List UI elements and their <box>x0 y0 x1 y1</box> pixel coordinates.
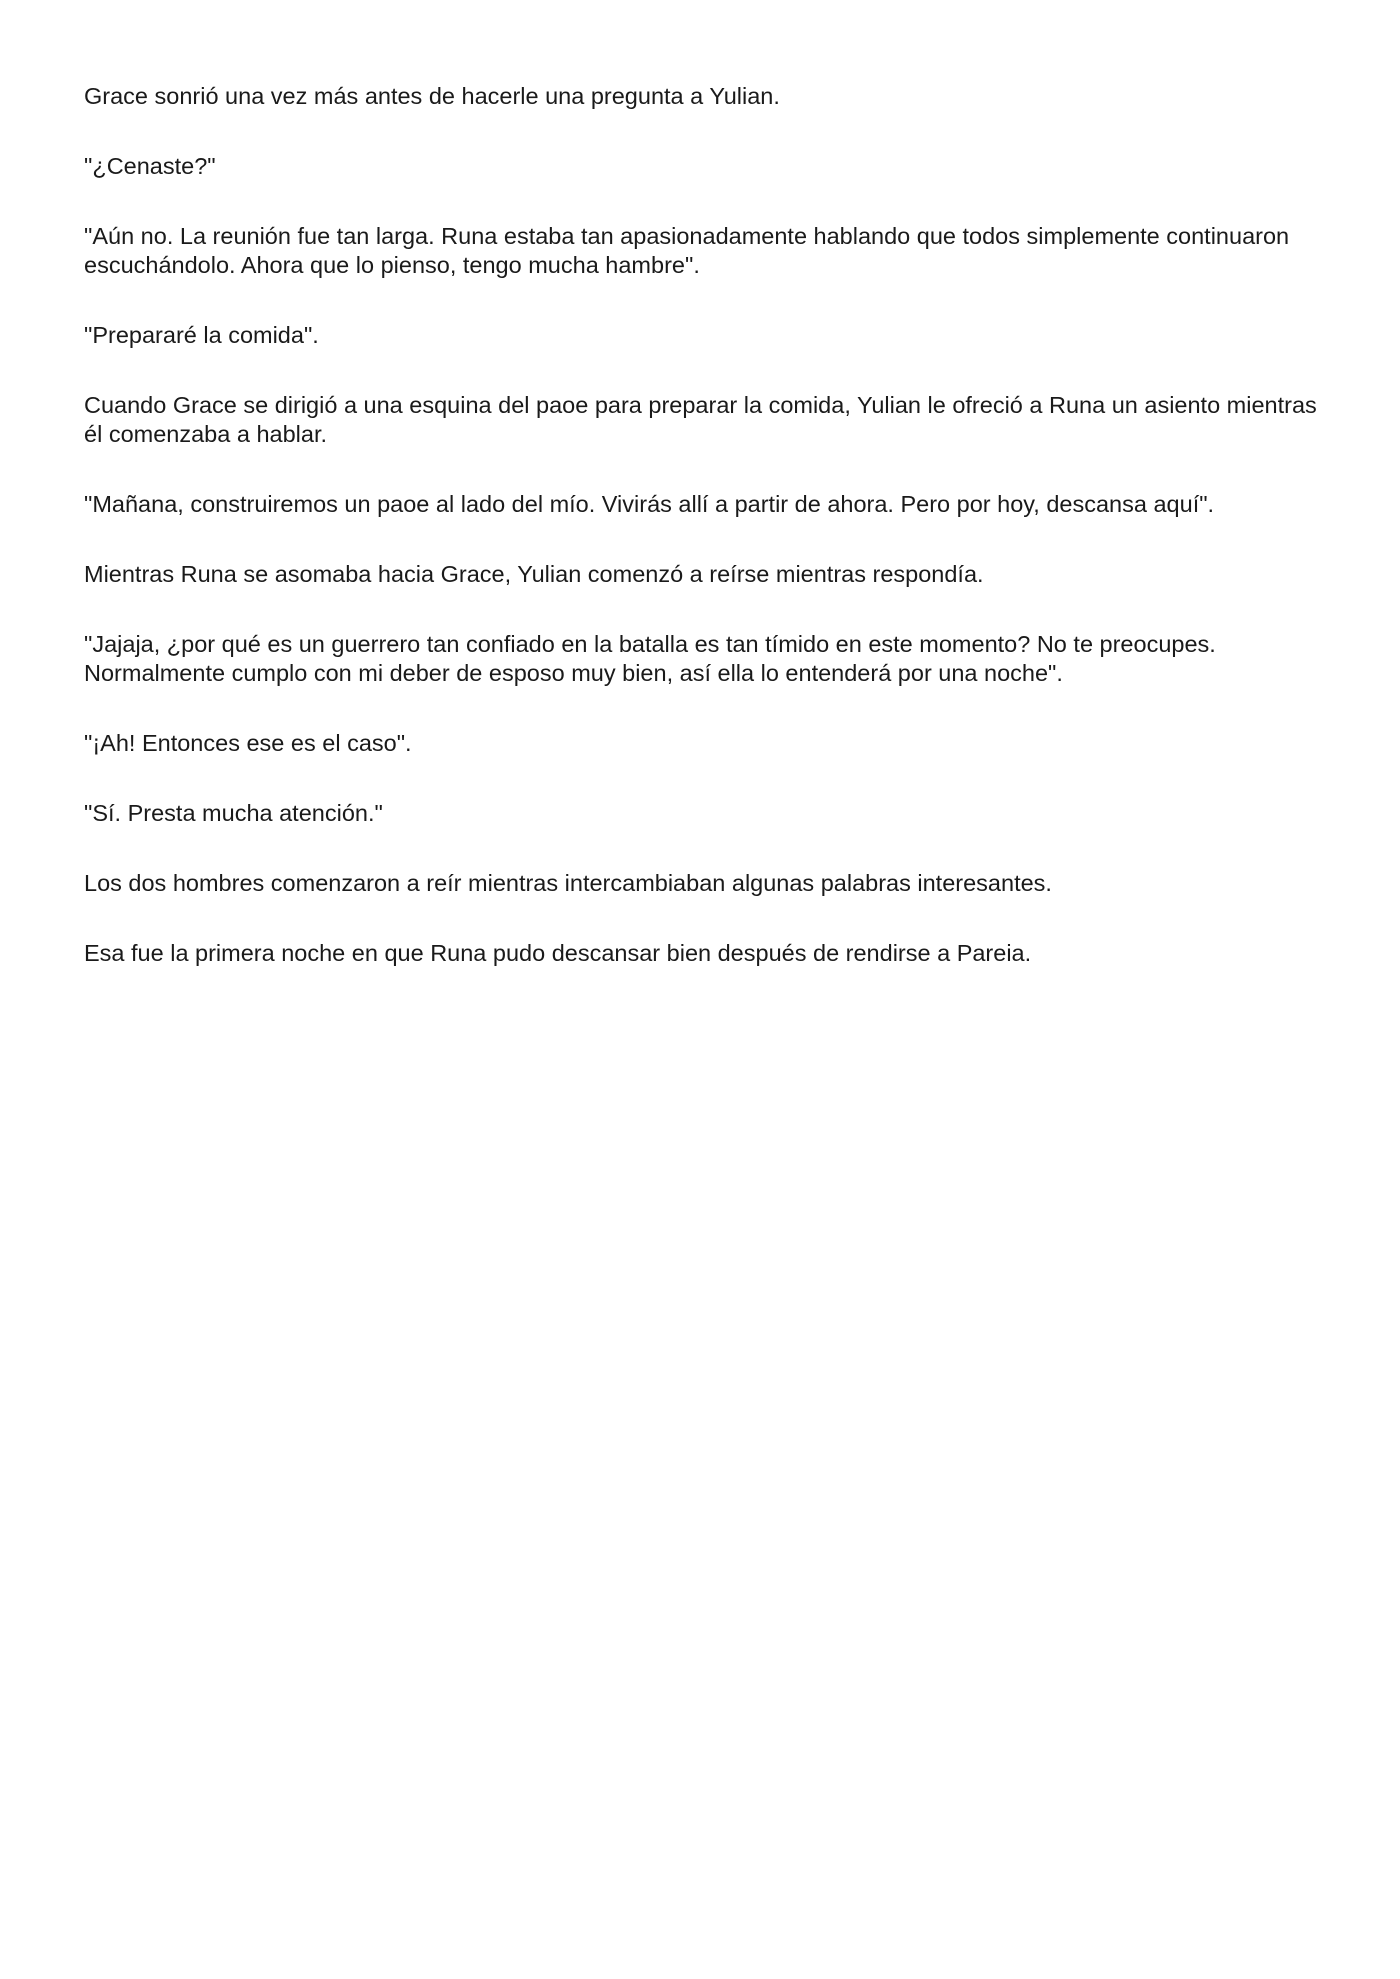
paragraph-8: "Jajaja, ¿por qué es un guerrero tan confiado en la batalla es tan tímido en este momento? No te preocupes. Normalmente cumplo con mi deber de esposo muy bien, así ella lo entenderá por una noche". <box>84 631 1216 686</box>
paragraph-1: Grace sonrió una vez más antes de hacerle una pregunta a Yulian. <box>84 83 780 109</box>
paragraph-7: Mientras Runa se asomaba hacia Grace, Yulian comenzó a reírse mientras respondía. <box>84 561 984 587</box>
paragraph-4: "Prepararé la comida". <box>84 322 319 348</box>
paragraph-10: "Sí. Presta mucha atención." <box>84 800 383 826</box>
paragraph-11: Los dos hombres comenzaron a reír mientras intercambiaban algunas palabras interesantes. <box>84 870 1052 896</box>
document-body <box>84 82 1324 968</box>
paragraph-5: Cuando Grace se dirigió a una esquina del paoe para preparar la comida, Yulian le ofreció a Runa un asiento mientras él comenzaba a hablar. <box>84 392 1317 447</box>
paragraph-9: "¡Ah! Entonces ese es el caso". <box>84 730 412 756</box>
paragraph-6: "Mañana, construiremos un paoe al lado del mío. Vivirás allí a partir de ahora. Pero por hoy, descansa aquí". <box>84 491 1215 517</box>
paragraph-12: Esa fue la primera noche en que Runa pudo descansar bien después de rendirse a Pareia. <box>84 940 1032 966</box>
paragraph-3: "Aún no. La reunión fue tan larga. Runa estaba tan apasionadamente hablando que todos simplemente continuaron escuchándolo. Ahora que lo pienso, tengo mucha hambre". <box>84 223 1290 278</box>
paragraph-2: "¿Cenaste?" <box>84 153 216 179</box>
